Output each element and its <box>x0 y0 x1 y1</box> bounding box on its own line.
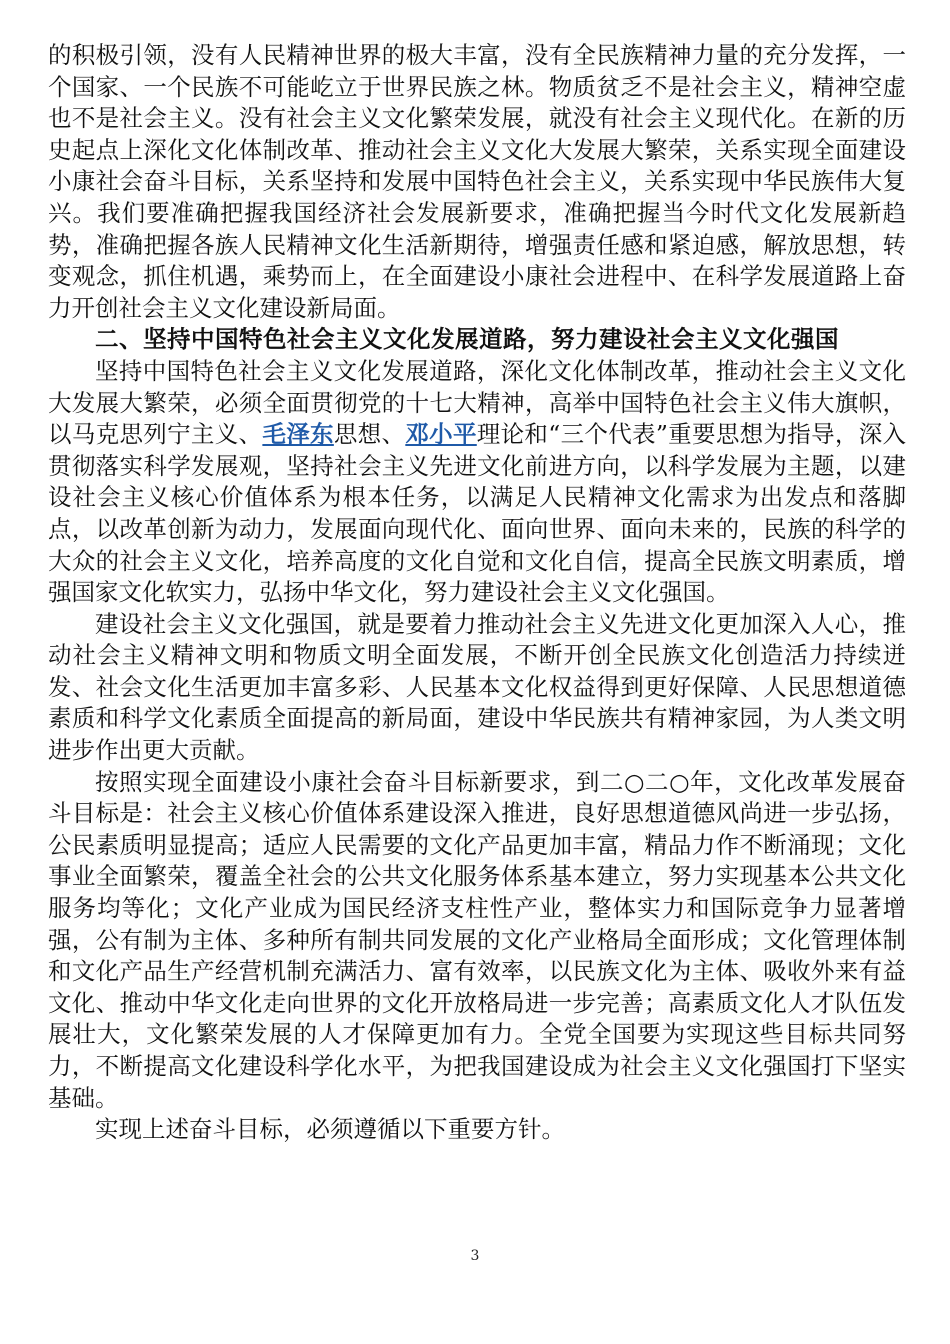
paragraph-2020-goals: 按照实现全面建设小康社会奋斗目标新要求，到二○二○年，文化改革发展奋斗目标是：社会主义核心价值体系建设深入推进，良好思想道德风尚进一步弘扬，公民素质明显提高；适应人民需要的文化产品更加丰富，精品力作不断涌现；文化事业全面繁荣，覆盖全社会的公共文化服务体系基本建立，努力实现基本公共文化服务均等化；文化产业成为国民经济支柱性产业，整体实力和国际竞争力显著增强，公有制为主体、多种所有制共同发展的文化产业格局全面形成；文化管理体制和文化产品生产经营机制充满活力、富有效率，以民族文化为主体、吸收外来有益文化、推动中华文化走向世界的文化开放格局进一步完善；高素质文化人才队伍发展壮大，文化繁荣发展的人才保障更加有力。全党全国要为实现这些目标共同努力，不断提高文化建设科学化水平，为把我国建设成为社会主义文化强国打下坚实基础。 <box>48 767 906 1112</box>
paragraph-policies: 实现上述奋斗目标，必须遵循以下重要方针。 <box>95 1115 565 1144</box>
page-number: 3 <box>470 1248 480 1264</box>
document-body <box>48 40 906 1146</box>
paragraph-cultural-power: 建设社会主义文化强国，就是要着力推动社会主义先进文化更加深入人心，推动社会主义精神文明和物质文明全面发展，不断开创全民族文化创造活力持续迸发、社会文化生活更加丰富多彩、人民基本文化权益得到更好保障、人民思想道德素质和科学文化素质全面提高的新局面，建设中华民族共有精神家园，为人类文明进步作出更大贡献。 <box>48 609 906 765</box>
link-mao-zedong[interactable]: 毛泽东 <box>262 420 334 449</box>
paragraph-guiding-principles <box>48 356 906 609</box>
paragraph-text: 理论和“三个代表”重要思想为指导，深入贯彻落实科学发展观，坚持社会主义先进文化前进方向，以科学发展为主题，以建设社会主义核心价值体系为根本任务，以满足人民精神文化需求为出发点和落脚点，以改革创新为动力，发展面向现代化、面向世界、面向未来的，民族的科学的大众的社会主义文化，培养高度的文化自觉和文化自信，提高全民族文明素质，增强国家文化软实力，弘扬中华文化，努力建设社会主义文化强国。 <box>48 420 907 607</box>
paragraph-text: 坚持中国特色社会主义文化发展道路，深化文化体制改革，推动社会主义文化大发展大繁荣，必须全面贯彻党的十七大精神，高举中国特色社会主义伟大旗帜，以马克思列宁主义、 <box>48 356 906 449</box>
paragraph-text: 思想、 <box>333 420 406 449</box>
section-heading: 二、坚持中国特色社会主义文化发展道路，努力建设社会主义文化强国 <box>95 325 839 354</box>
paragraph-continued: 的积极引领，没有人民精神世界的极大丰富，没有全民族精神力量的充分发挥，一个国家、一个民族不可能屹立于世界民族之林。物质贫乏不是社会主义，精神空虚也不是社会主义。没有社会主义文化繁荣发展，就没有社会主义现代化。在新的历史起点上深化文化体制改革、推动社会主义文化大发展大繁荣，关系实现全面建设小康社会奋斗目标，关系坚持和发展中国特色社会主义，关系实现中华民族伟大复兴。我们要准确把握我国经济社会发展新要求，准确把握当今时代文化发展新趋势，准确把握各族人民精神文化生活新期待，增强责任感和紧迫感，解放思想，转变观念，抓住机遇，乘势而上，在全面建设小康社会进程中、在科学发展道路上奋力开创社会主义文化建设新局面。 <box>48 41 906 322</box>
link-deng-xiaoping[interactable]: 邓小平 <box>405 420 477 449</box>
